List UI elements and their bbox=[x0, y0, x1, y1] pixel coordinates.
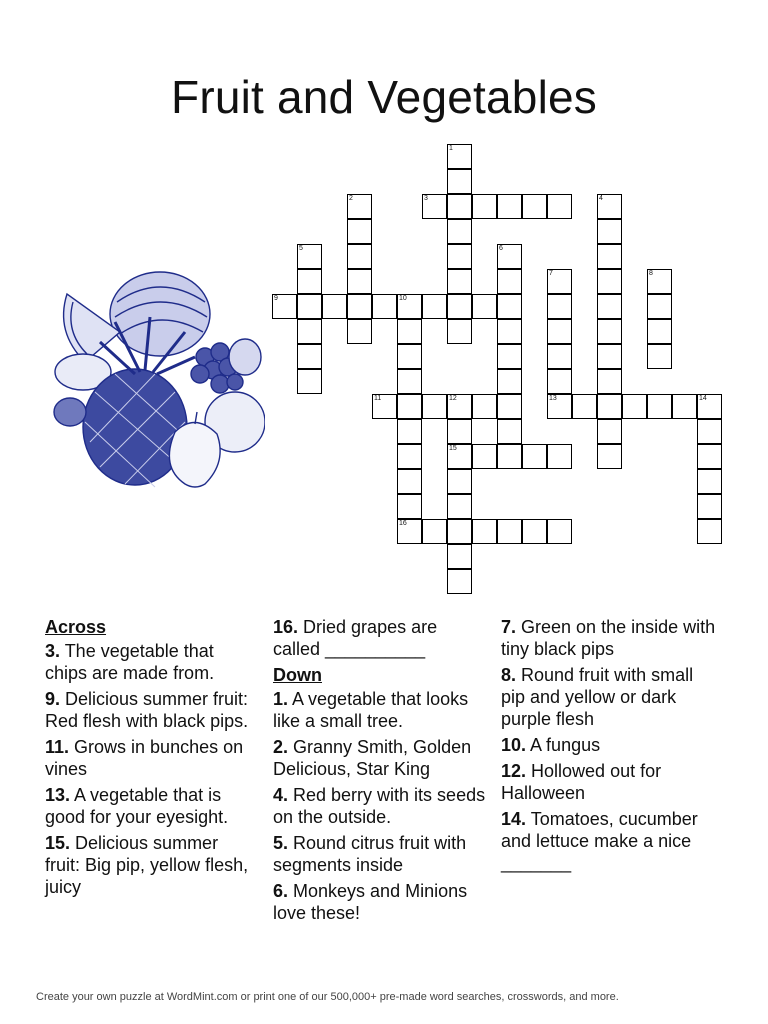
grid-cell[interactable] bbox=[697, 419, 722, 444]
grid-cell[interactable] bbox=[397, 319, 422, 344]
grid-cell[interactable] bbox=[597, 369, 622, 394]
grid-cell[interactable] bbox=[447, 144, 472, 169]
cell-number: 3 bbox=[424, 195, 428, 202]
grid-cell[interactable] bbox=[422, 519, 447, 544]
grid-cell[interactable] bbox=[597, 194, 622, 219]
grid-cell[interactable] bbox=[422, 194, 447, 219]
grid-cell[interactable] bbox=[447, 269, 472, 294]
grid-cell[interactable] bbox=[597, 219, 622, 244]
clue-down-4[interactable]: 4. Red berry with its seeds on the outside. bbox=[273, 785, 486, 827]
grid-cell[interactable] bbox=[472, 444, 497, 469]
cell-number: 6 bbox=[499, 245, 503, 252]
grid-cell[interactable] bbox=[622, 394, 647, 419]
grid-cell[interactable] bbox=[697, 444, 722, 469]
grid-cell[interactable] bbox=[447, 219, 472, 244]
grid-cell[interactable] bbox=[422, 294, 447, 319]
grid-cell[interactable] bbox=[497, 194, 522, 219]
grid-cell[interactable] bbox=[522, 519, 547, 544]
grid-cell[interactable] bbox=[597, 444, 622, 469]
grid-cell[interactable] bbox=[547, 444, 572, 469]
grid-cell[interactable] bbox=[272, 294, 297, 319]
grid-cell[interactable] bbox=[497, 244, 522, 269]
grid-cell[interactable] bbox=[522, 194, 547, 219]
grid-cell[interactable] bbox=[447, 394, 472, 419]
grid-cell[interactable] bbox=[397, 469, 422, 494]
page-title: Fruit and Vegetables bbox=[171, 71, 597, 123]
grid-cell[interactable] bbox=[447, 294, 472, 319]
grid-cell[interactable] bbox=[647, 294, 672, 319]
grid-cell[interactable] bbox=[472, 394, 497, 419]
down-heading: Down bbox=[273, 665, 322, 685]
grid-cell[interactable] bbox=[447, 444, 472, 469]
cell-number: 11 bbox=[374, 395, 382, 402]
grid-cell[interactable] bbox=[547, 294, 572, 319]
grid-cell[interactable] bbox=[347, 194, 372, 219]
grid-cell[interactable] bbox=[597, 294, 622, 319]
grid-cell[interactable] bbox=[647, 269, 672, 294]
clue-across-3[interactable]: 3. The vegetable that chips are made from. bbox=[45, 641, 215, 683]
grid-cell[interactable] bbox=[297, 244, 322, 269]
cell-number: 15 bbox=[449, 445, 457, 452]
clues-column-1 bbox=[45, 616, 255, 902]
clues-column-3 bbox=[501, 616, 721, 878]
grid-cell[interactable] bbox=[647, 344, 672, 369]
grid-cell[interactable] bbox=[497, 319, 522, 344]
grid-cell[interactable] bbox=[397, 369, 422, 394]
grid-cell[interactable] bbox=[647, 394, 672, 419]
grid-cell[interactable] bbox=[547, 319, 572, 344]
grid-cell[interactable] bbox=[697, 494, 722, 519]
grid-cell[interactable] bbox=[597, 419, 622, 444]
grid-cell[interactable] bbox=[547, 269, 572, 294]
grid-cell[interactable] bbox=[672, 394, 697, 419]
cell-number: 14 bbox=[699, 395, 707, 402]
grid-cell[interactable] bbox=[347, 219, 372, 244]
clue-down-1[interactable]: 1. A vegetable that looks like a small tree. bbox=[273, 689, 469, 731]
grid-cell[interactable] bbox=[347, 319, 372, 344]
grid-cell[interactable] bbox=[347, 269, 372, 294]
clue-across-9[interactable]: 9. Delicious summer fruit: Red flesh with black pips. bbox=[45, 689, 249, 731]
clue-down-14[interactable]: 14. Tomatoes, cucumber and lettuce make a nice _______ bbox=[501, 809, 698, 873]
grid-cell[interactable] bbox=[547, 394, 572, 419]
grid-cell[interactable] bbox=[597, 269, 622, 294]
cell-number: 2 bbox=[349, 195, 353, 202]
grid-cell[interactable] bbox=[322, 294, 347, 319]
across-heading: Across bbox=[45, 617, 107, 637]
clue-down-5[interactable]: 5. Round citrus fruit with segments inside bbox=[273, 833, 467, 875]
grid-cell[interactable] bbox=[347, 244, 372, 269]
grid-cell[interactable] bbox=[472, 294, 497, 319]
grid-cell[interactable] bbox=[397, 519, 422, 544]
grid-cell[interactable] bbox=[497, 294, 522, 319]
grid-cell[interactable] bbox=[397, 294, 422, 319]
clues-column-2 bbox=[273, 616, 488, 928]
grid-cell[interactable] bbox=[547, 519, 572, 544]
grid-cell[interactable] bbox=[397, 419, 422, 444]
footer-text: Create your own puzzle at WordMint.com or print one of our 500,000+ pre-made word searches, crosswords, and more. bbox=[36, 991, 619, 1003]
grid-cell[interactable] bbox=[447, 519, 472, 544]
cell-number: 5 bbox=[299, 245, 303, 252]
cell-number: 7 bbox=[549, 270, 553, 277]
grid-cell[interactable] bbox=[447, 494, 472, 519]
grid-cell[interactable] bbox=[447, 544, 472, 569]
grid-cell[interactable] bbox=[497, 419, 522, 444]
grid-cell[interactable] bbox=[447, 169, 472, 194]
grid-cell[interactable] bbox=[447, 319, 472, 344]
grid-cell[interactable] bbox=[497, 344, 522, 369]
cell-number: 10 bbox=[399, 295, 407, 302]
cell-number: 8 bbox=[649, 270, 653, 277]
grid-cell[interactable] bbox=[297, 294, 322, 319]
grid-cell[interactable] bbox=[447, 419, 472, 444]
grid-cell[interactable] bbox=[497, 369, 522, 394]
clue-down-10[interactable]: 10. A fungus bbox=[501, 735, 601, 755]
grid-cell[interactable] bbox=[397, 444, 422, 469]
grid-cell[interactable] bbox=[697, 394, 722, 419]
grid-cell[interactable] bbox=[447, 469, 472, 494]
clue-down-8[interactable]: 8. Round fruit with small pip and yellow or dark purple flesh bbox=[501, 665, 694, 729]
grid-cell[interactable] bbox=[497, 519, 522, 544]
grid-cell[interactable] bbox=[297, 269, 322, 294]
grid-cell[interactable] bbox=[697, 519, 722, 544]
grid-cell[interactable] bbox=[297, 344, 322, 369]
grid-cell[interactable] bbox=[697, 469, 722, 494]
clue-down-12[interactable]: 12. Hollowed out for Halloween bbox=[501, 761, 662, 803]
grid-cell[interactable] bbox=[372, 294, 397, 319]
grid-cell[interactable] bbox=[497, 394, 522, 419]
grid-cell[interactable] bbox=[597, 394, 622, 419]
cell-number: 12 bbox=[449, 395, 457, 402]
grid-cell[interactable] bbox=[297, 369, 322, 394]
cell-number: 16 bbox=[399, 520, 407, 527]
cell-number: 9 bbox=[274, 295, 278, 302]
grid-cell[interactable] bbox=[397, 344, 422, 369]
grid-cell[interactable] bbox=[547, 344, 572, 369]
grid-cell[interactable] bbox=[447, 244, 472, 269]
grid-cell[interactable] bbox=[297, 319, 322, 344]
clue-down-6[interactable]: 6. Monkeys and Minions love these! bbox=[273, 881, 468, 923]
grid-cell[interactable] bbox=[447, 569, 472, 594]
grid-cell[interactable] bbox=[497, 269, 522, 294]
clue-down-7[interactable]: 7. Green on the inside with tiny black pips bbox=[501, 617, 716, 659]
grid-cell[interactable] bbox=[372, 394, 397, 419]
clue-across-13[interactable]: 13. A vegetable that is good for your eyesight. bbox=[45, 785, 229, 827]
grid-cell[interactable] bbox=[422, 394, 447, 419]
cell-number: 4 bbox=[599, 195, 603, 202]
clue-across-15[interactable]: 15. Delicious summer fruit: Big pip, yellow flesh, juicy bbox=[45, 833, 249, 897]
clue-down-2[interactable]: 2. Granny Smith, Golden Delicious, Star King bbox=[273, 737, 472, 779]
grid-cell[interactable] bbox=[547, 194, 572, 219]
clue-across-16[interactable]: 16. Dried grapes are called __________ bbox=[273, 617, 438, 659]
grid-cell[interactable] bbox=[597, 319, 622, 344]
grid-cell[interactable] bbox=[572, 394, 597, 419]
grid-cell[interactable] bbox=[472, 194, 497, 219]
clue-across-11[interactable]: 11. Grows in bunches on vines bbox=[45, 737, 244, 779]
grid-cell[interactable] bbox=[472, 519, 497, 544]
fruit-basket-illustration bbox=[45, 262, 265, 492]
grid-cell[interactable] bbox=[547, 369, 572, 394]
grid-cell[interactable] bbox=[647, 319, 672, 344]
grid-cell[interactable] bbox=[522, 444, 547, 469]
grid-cell[interactable] bbox=[497, 444, 522, 469]
grid-cell[interactable] bbox=[447, 194, 472, 219]
grid-cell[interactable] bbox=[397, 394, 422, 419]
cell-number: 1 bbox=[449, 145, 453, 152]
grid-cell[interactable] bbox=[347, 294, 372, 319]
cell-number: 13 bbox=[549, 395, 557, 402]
grid-cell[interactable] bbox=[597, 244, 622, 269]
grid-cell[interactable] bbox=[597, 344, 622, 369]
grid-cell[interactable] bbox=[397, 494, 422, 519]
